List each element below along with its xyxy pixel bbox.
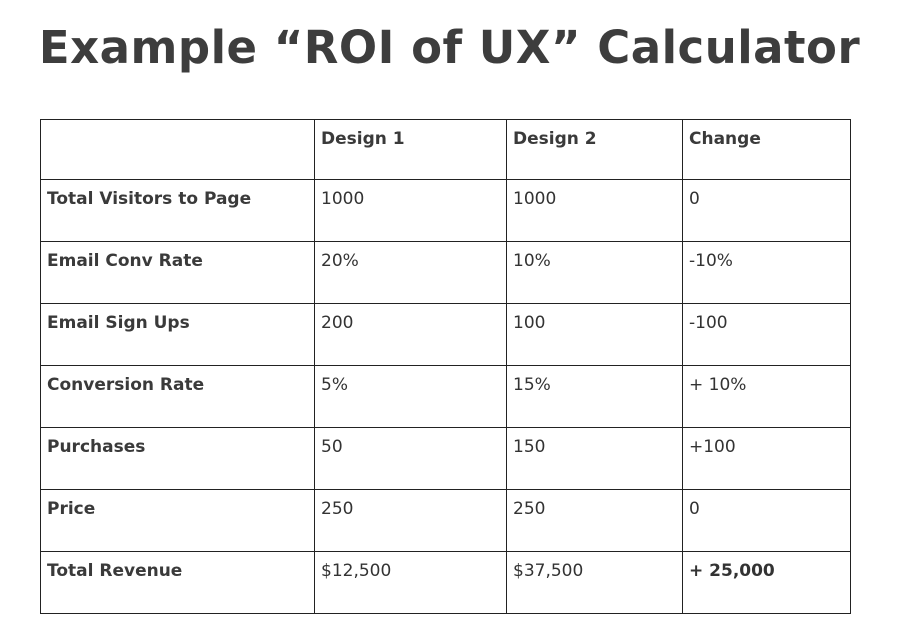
row-label: Conversion Rate	[41, 366, 315, 428]
design-2-cell: 10%	[507, 242, 683, 304]
header-cell-change: Change	[683, 120, 851, 180]
design-2-cell: 100	[507, 304, 683, 366]
table-row	[41, 552, 851, 614]
table-row	[41, 242, 851, 304]
change-cell: -100	[683, 304, 851, 366]
row-label: Email Conv Rate	[41, 242, 315, 304]
design-1-cell: 250	[315, 490, 507, 552]
row-label: Total Revenue	[41, 552, 315, 614]
table-row	[41, 366, 851, 428]
row-label: Total Visitors to Page	[41, 180, 315, 242]
design-1-cell: 200	[315, 304, 507, 366]
change-cell: + 10%	[683, 366, 851, 428]
change-cell-total: + 25,000	[683, 552, 851, 614]
design-2-cell: 1000	[507, 180, 683, 242]
change-cell: +100	[683, 428, 851, 490]
change-cell: 0	[683, 180, 851, 242]
table-row	[41, 490, 851, 552]
design-2-cell: $37,500	[507, 552, 683, 614]
design-1-cell: $12,500	[315, 552, 507, 614]
row-label: Email Sign Ups	[41, 304, 315, 366]
table-row	[41, 180, 851, 242]
change-cell: -10%	[683, 242, 851, 304]
design-1-cell: 50	[315, 428, 507, 490]
design-2-cell: 15%	[507, 366, 683, 428]
table-row	[41, 428, 851, 490]
header-cell-design-1: Design 1	[315, 120, 507, 180]
page-title: Example “ROI of UX” Calculator	[38, 21, 861, 74]
design-1-cell: 1000	[315, 180, 507, 242]
roi-table	[40, 119, 851, 614]
design-2-cell: 150	[507, 428, 683, 490]
design-1-cell: 20%	[315, 242, 507, 304]
header-cell-design-2: Design 2	[507, 120, 683, 180]
table-header-row	[41, 120, 851, 180]
row-label: Price	[41, 490, 315, 552]
header-cell-empty	[41, 120, 315, 180]
row-label: Purchases	[41, 428, 315, 490]
design-2-cell: 250	[507, 490, 683, 552]
design-1-cell: 5%	[315, 366, 507, 428]
table-row	[41, 304, 851, 366]
change-cell: 0	[683, 490, 851, 552]
